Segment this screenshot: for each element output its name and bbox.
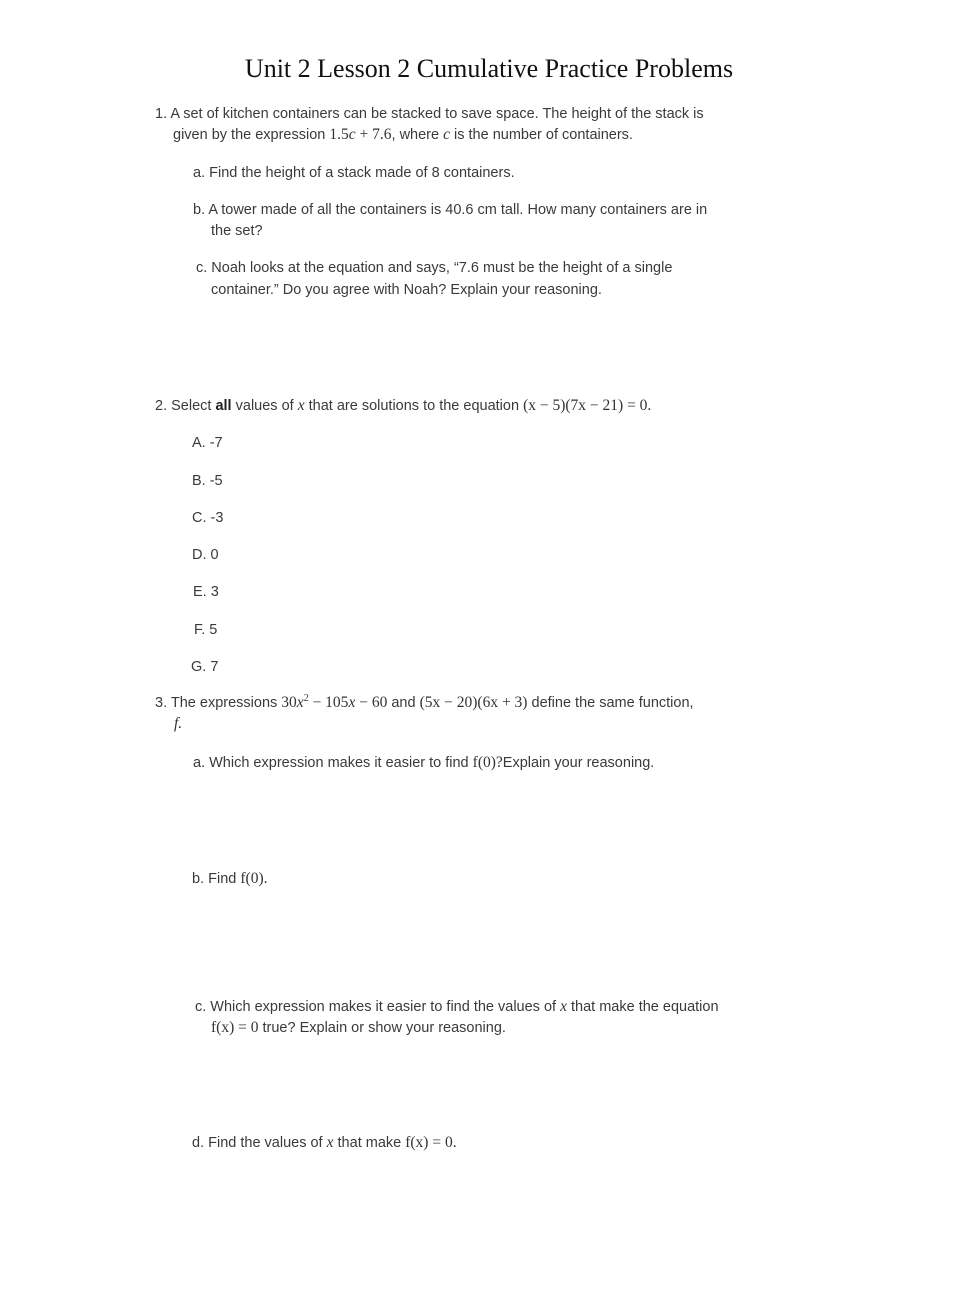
problem-2-equation: (x − 5)(7x − 21) = 0.	[523, 397, 652, 414]
problem-1-line-1	[155, 104, 704, 124]
problem-3-expression-2: (5x − 20)(6x + 3)	[419, 694, 528, 711]
problem-3c-line-1: c. Which expression makes it easier to find the values of x that make the equation	[195, 998, 719, 1015]
problem-1-text-2-pre: given by the expression	[173, 127, 326, 143]
problem-2-prompt: 2. Select all values of x that are solutions to the equation (x − 5)(7x − 21) = 0.	[155, 397, 652, 414]
answer-option-b: B. -5	[192, 473, 223, 489]
problem-3-expression-1: $30x^2 - 105x - 60$	[281, 692, 388, 711]
problem-1b-line-1: b. A tower made of all the containers is 40.6 cm tall. How many containers are in	[193, 202, 708, 218]
problem-3b: b. Find f(0).	[192, 870, 268, 887]
problem-1-text-2-post: is the number of containers.	[454, 127, 633, 143]
page-title: Unit 2 Lesson 2 Cumulative Practice Problems	[244, 54, 734, 83]
problem-1a: a. Find the height of a stack made of 8 containers.	[193, 165, 515, 181]
problem-3a: a. Which expression makes it easier to find f(0)?Explain your reasoning.	[193, 754, 655, 771]
answer-option-d: D. 0	[192, 547, 219, 563]
answer-option-f: F. 5	[194, 622, 218, 638]
problem-1c-line-2: container.” Do you agree with Noah? Explain your reasoning.	[211, 282, 602, 298]
answer-option-e: E. 3	[193, 584, 219, 600]
problem-1c-line-1: c. Noah looks at the equation and says, “7.6 must be the height of a single	[196, 260, 673, 276]
answer-option-g: G. 7	[191, 659, 219, 675]
problem-3c-line-2: f(x) = 0 true? Explain or show your reasoning.	[211, 1019, 506, 1036]
problem-3-prompt: 3. The expressions $30x^2 - 105x - 60$ and (5x − 20)(6x + 3) define the same function,	[155, 692, 694, 711]
problem-2-emphasis: all	[215, 398, 232, 414]
problem-3-function-name: f.	[174, 715, 183, 732]
problem-1-number: 1.	[155, 106, 168, 122]
problem-1b-line-2: the set?	[211, 223, 263, 239]
problem-1-expression: 1.5c + 7.6	[329, 126, 392, 143]
problem-3d: d. Find the values of x that make f(x) = 0.	[192, 1134, 457, 1151]
problem-1-text-2-mid: , where	[391, 127, 440, 143]
problem-1-text-1: A set of kitchen containers can be stacked to save space. The height of the stack is	[170, 106, 704, 122]
problem-1-line-2	[173, 125, 633, 145]
answer-option-c: C. -3	[192, 510, 224, 526]
answer-option-a: A. -7	[192, 435, 223, 451]
problem-1-variable-c: c	[443, 126, 450, 143]
